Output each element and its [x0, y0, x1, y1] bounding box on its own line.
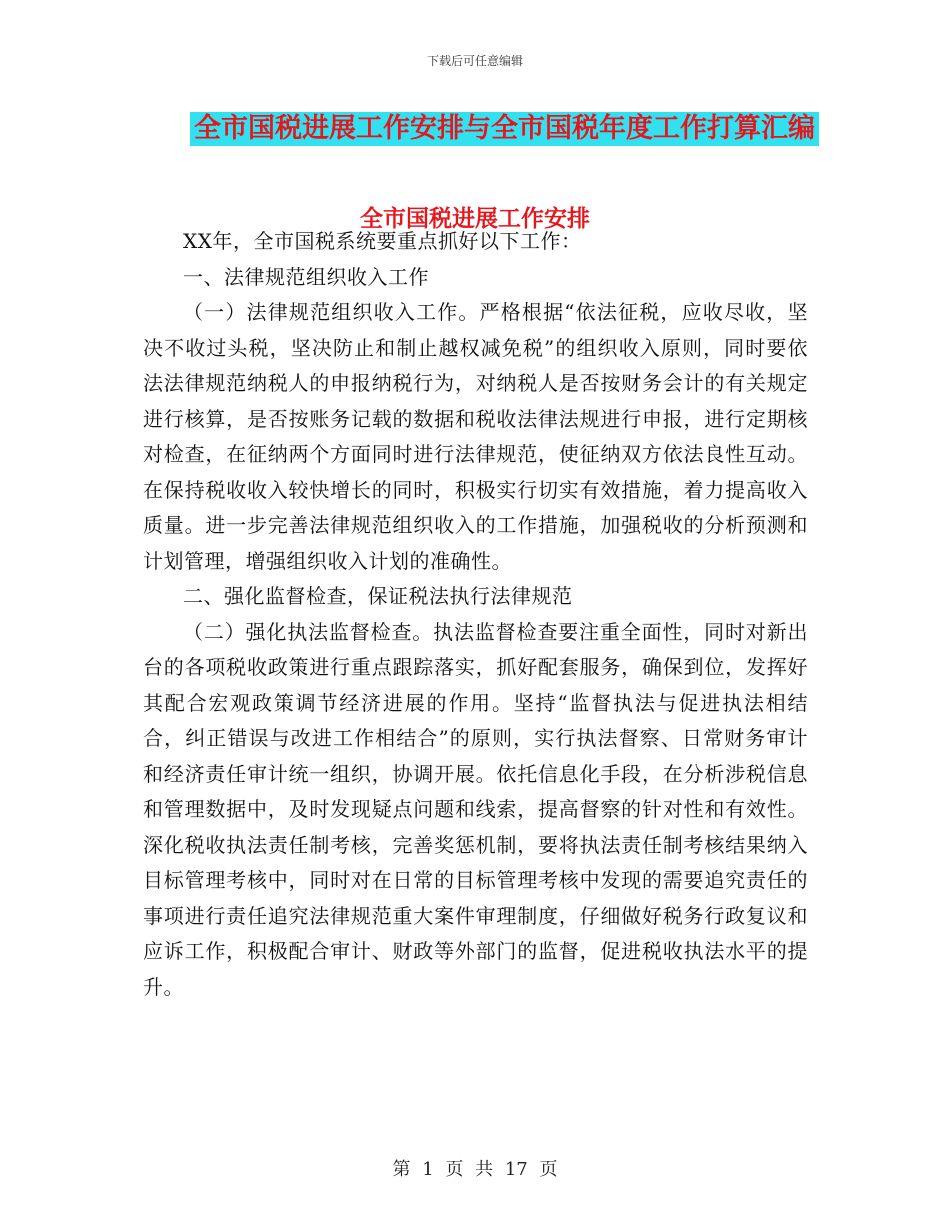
- document-title: 全市国税进展工作安排与全市国税年度工作打算汇编: [190, 112, 819, 146]
- section-title: 全市国税进展工作安排: [360, 206, 590, 232]
- paragraph-one: （一）法律规范组织收入工作。严格根据“依法征税，应收尽收，坚决不收过头税，坚决防止和制止越权减免税”的组织收入原则，同时要依法法律规范纳税人的申报纳税行为，对纳税人是否按财务会计的有关规定进行核算，是否按账务记载的数据和税收法律法规进行申报，进行定期核对检查，在征纳两个方面同时进行法律规范，使征纳双方依法良性互动。在保持税收收入较快增长的同时，积极实行切实有效措施，着力提高收入质量。进一步完善法律规范组织收入的工作措施，加强税收的分析预测和计划管理，增强组织收入计划的准确性。: [143, 300, 808, 573]
- header-note: 下载后可任意编辑: [426, 54, 523, 68]
- page-footer: 第 1 页 共 17 页: [392, 1159, 558, 1180]
- paragraph-two: （二）强化执法监督检查。执法监督检查要注重全面性，同时对新出台的各项税收政策进行重点跟踪落实，抓好配套服务，确保到位，发挥好其配合宏观政策调节经济进展的作用。坚持“监督执法与促进执法相结合，纠正错误与改进工作相结合”的原则，实行执法督察、日常财务审计和经济责任审计统一组织，协调开展。依托信息化手段，在分析涉税信息和管理数据中，及时发现疑点问题和线索，提高督察的针对性和有效性。深化税收执法责任制考核，完善奖惩机制，要将执法责任制考核结果纳入目标管理考核中，同时对在日常的目标管理考核中发现的需要追究责任的事项进行责任追究法律规范重大案件审理制度，仔细做好税务行政复议和应诉工作，积极配合审计、财政等外部门的监督，促进税收执法水平的提升。: [143, 619, 808, 999]
- heading-one: 一、法律规范组织收入工作: [183, 264, 429, 289]
- document-body: [143, 224, 808, 1005]
- intro-paragraph: XX年，全市国税系统要重点抓好以下工作：: [183, 229, 582, 253]
- heading-two: 二、强化监督检查，保证税法执行法律规范: [183, 584, 573, 608]
